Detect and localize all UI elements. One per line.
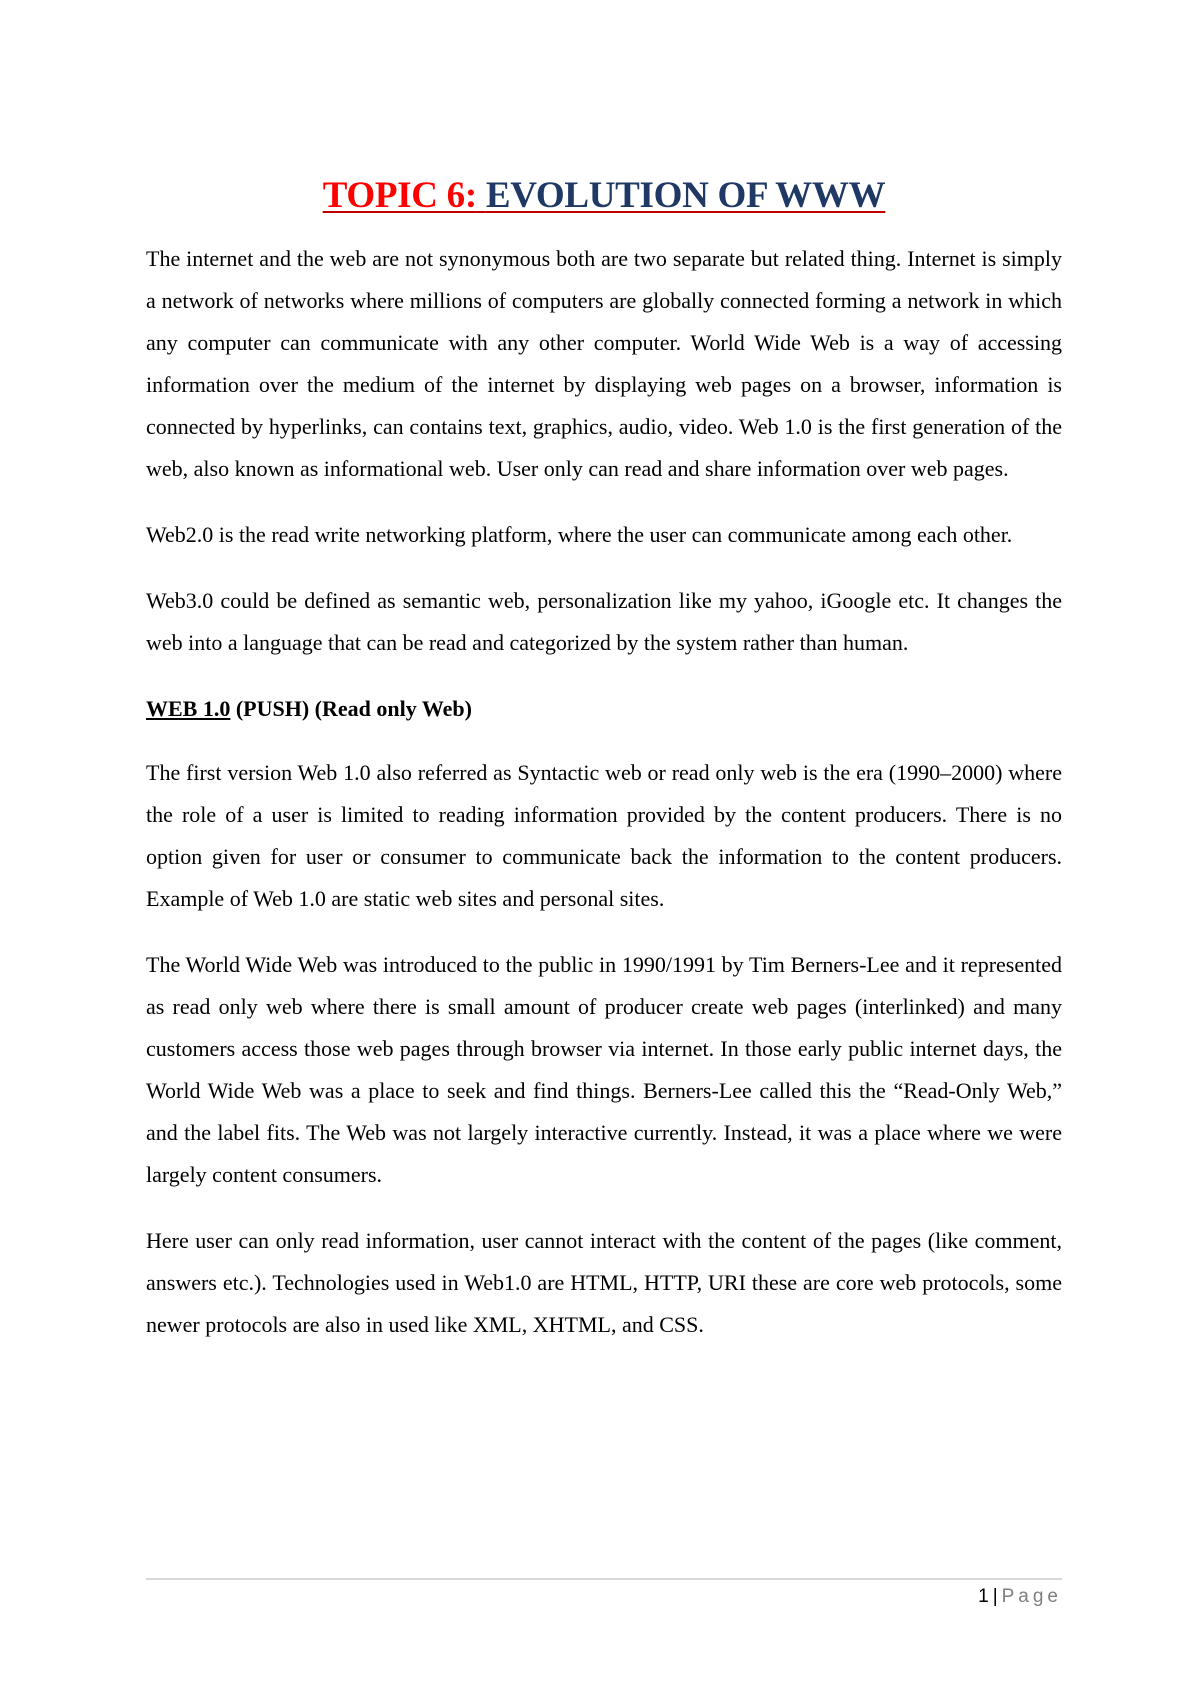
intro-paragraph-2: Web2.0 is the read write networking platform, where the user can communicate among each other.	[146, 522, 1013, 547]
section-paragraph-1: The first version Web 1.0 also referred as Syntactic web or read only web is the era (1990–2000) where the role of a user is limited to reading information provided by the content producers. There is no option given for user or consumer to communicate back the information to the content producers. Example of Web 1.0 are static web sites and personal sites.	[146, 760, 1062, 911]
section-heading-underlined: WEB 1.0	[146, 696, 231, 721]
footer-divider	[146, 1578, 1062, 1580]
footer-separator: |	[992, 1586, 998, 1607]
page-number: 1	[978, 1586, 989, 1607]
page-content	[146, 174, 1062, 1370]
section-heading	[146, 688, 1062, 730]
intro-paragraph-1: The internet and the web are not synonymous both are two separate but related thing. Internet is simply a network of networks where millions of computers are globally connected forming a network in which any computer can communicate with any other computer. World Wide Web is a way of accessing information over the medium of the internet by displaying web pages on a browser, information is connected by hyperlinks, can contains text, graphics, audio, video. Web 1.0 is the first generation of the web, also known as informational web. User only can read and share information over web pages.	[146, 246, 1062, 481]
intro-paragraph-3: Web3.0 could be defined as semantic web, personalization like my yahoo, iGoogle etc. It changes the web into a language that can be read and categorized by the system rather than human.	[146, 588, 1062, 655]
section-heading-rest: (PUSH) (Read only Web)	[230, 696, 472, 721]
section-paragraph-3: Here user can only read information, user cannot interact with the content of the pages (like comment, answers etc.). Technologies used in Web1.0 are HTML, HTTP, URI these are core web protocols, some newer protocols are also in used like XML, XHTML, and CSS.	[146, 1228, 1062, 1337]
page-label: Page	[1001, 1586, 1062, 1607]
title-main: EVOLUTION OF WWW	[485, 175, 886, 216]
page-footer	[978, 1585, 1062, 1609]
section-paragraph-2: The World Wide Web was introduced to the public in 1990/1991 by Tim Berners-Lee and it represented as read only web where there is small amount of producer create web pages (interlinked) and many customers access those web pages through browser via internet. In those early public internet days, the World Wide Web was a place to seek and find things. Berners-Lee called this the “Read-Only Web,” and the label fits. The Web was not largely interactive currently. Instead, it was a place where we were largely content consumers.	[146, 952, 1062, 1187]
page-title	[146, 174, 1062, 218]
title-prefix: TOPIC 6:	[322, 175, 477, 216]
